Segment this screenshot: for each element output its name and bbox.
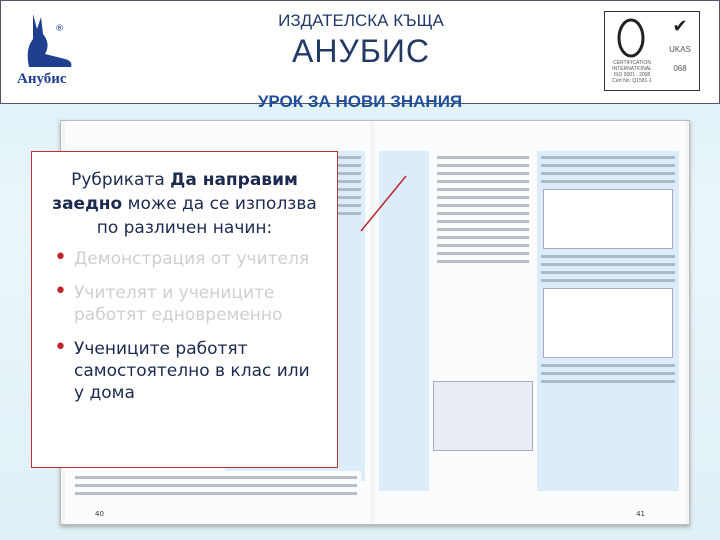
cert-line: INTERNATIONAL xyxy=(612,66,652,72)
crown-check-icon: ✔ xyxy=(672,16,688,36)
info-callout xyxy=(31,151,338,468)
slide-title: УРОК ЗА НОВИ ЗНАНИЯ xyxy=(257,92,463,111)
svg-text:®: ® xyxy=(55,24,64,34)
cert-line: CERTIFICATION xyxy=(613,60,651,66)
usage-list xyxy=(44,248,325,404)
list-item: • Учениците работят самостоятелно в клас или у дома xyxy=(44,338,325,404)
cert-line: ISO 9001 : 2008 xyxy=(613,72,651,78)
publisher-label: ИЗДАТЕЛСКА КЪЩА xyxy=(278,11,444,30)
brand-name: АНУБИС xyxy=(292,33,430,69)
svg-text:Анубис: Анубис xyxy=(17,71,67,87)
rubric-name: Да направим заедно xyxy=(52,170,298,214)
list-item: • Демонстрация от учителя xyxy=(44,248,325,270)
callout-intro xyxy=(44,168,325,240)
header xyxy=(0,0,720,104)
page-number-left: 40 xyxy=(95,510,104,518)
intro-text: може да се използва по различен начин: xyxy=(96,194,317,238)
certification-badge xyxy=(604,11,700,91)
page-number-right: 41 xyxy=(636,510,645,518)
ukas-code: 068 xyxy=(673,64,687,73)
list-item: • Учителят и учениците работят едновременно xyxy=(44,282,325,326)
intro-text: Рубриката xyxy=(71,170,171,190)
ukas-label: UKAS xyxy=(669,45,691,54)
cert-line: Cert No: Q1581-1 xyxy=(612,78,652,84)
